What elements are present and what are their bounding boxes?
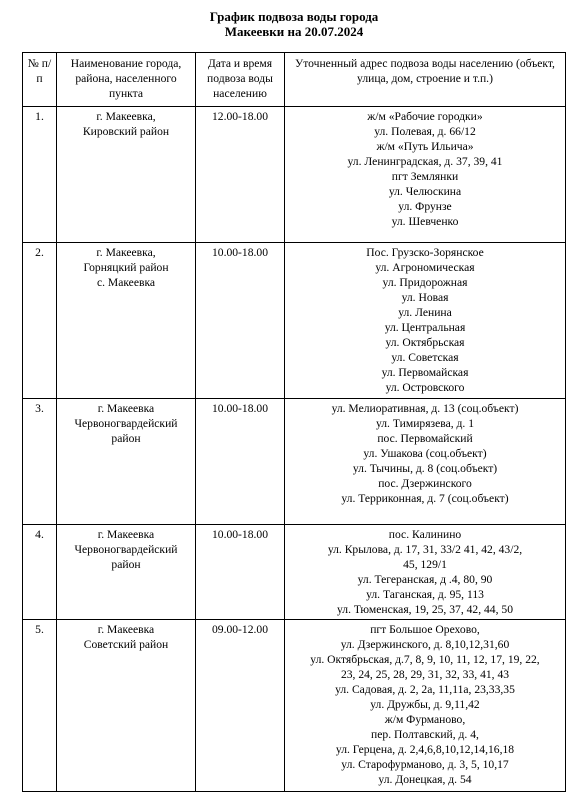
place-line: Советский район <box>83 638 169 651</box>
header-num: № п/п <box>23 53 57 107</box>
place-line: район <box>111 432 141 445</box>
row-place <box>57 243 196 399</box>
address-line: пос. Первомайский <box>377 432 473 445</box>
row-addresses <box>285 107 566 243</box>
address-line: ул. Мелиоративная, д. 13 (соц.объект) <box>331 402 519 415</box>
table-row <box>23 107 566 243</box>
address-line: ул. Старофурманово, д. 3, 5, 10,17 <box>341 758 509 771</box>
row-addresses <box>285 243 566 399</box>
address-line: пгт Землянки <box>391 170 459 183</box>
place-line: Червоногвардейский <box>74 417 178 430</box>
address-line: пос. Калинино <box>388 528 462 541</box>
address-line: ул. Ушакова (соц.объект) <box>363 447 487 460</box>
address-line: ул. Дзержинского, д. 8,10,12,31,60 <box>340 638 510 651</box>
address-line: ул. Донецкая, д. 54 <box>378 773 472 786</box>
address-line: ж/м «Путь Ильича» <box>376 140 474 153</box>
address-line: ул. Придорожная <box>382 276 468 289</box>
title-line-2: Макеевки на 20.07.2024 <box>224 24 364 39</box>
address-line: ул. Октябрьская, д.7, 8, 9, 10, 11, 12, 17, 19, 22, <box>310 653 540 666</box>
place-line: г. Макеевка <box>97 623 155 636</box>
row-time: 10.00-18.00 <box>196 525 285 620</box>
address-line: ул. Шевченко <box>391 215 459 228</box>
address-line: ул. Фрунзе <box>398 200 452 213</box>
place-line: район <box>111 558 141 571</box>
place-line: г. Макеевка <box>97 402 155 415</box>
table-header-row <box>23 53 566 107</box>
table-row <box>23 525 566 620</box>
row-number: 3. <box>23 399 57 525</box>
row-time: 10.00-18.00 <box>196 243 285 399</box>
address-line: ул. Тычины, д. 8 (соц.объект) <box>352 462 498 475</box>
address-line: ул. Тимирязева, д. 1 <box>375 417 475 430</box>
address-line: ул. Советская <box>391 351 459 364</box>
place-line: г. Макеевка <box>97 528 155 541</box>
row-addresses <box>285 620 566 792</box>
place-line: г. Макеевка, <box>96 110 156 123</box>
address-line: ул. Ленина <box>398 306 452 319</box>
row-place <box>57 399 196 525</box>
row-addresses <box>285 525 566 620</box>
title-line-1: График подвоза воды города <box>209 9 379 24</box>
address-line: пос. Дзержинского <box>378 477 472 490</box>
header-address: Уточненный адрес подвоза воды населению (объект, улица, дом, строение и т.п.) <box>285 53 566 107</box>
header-time: Дата и время подвоза воды населению <box>196 53 285 107</box>
row-number: 2. <box>23 243 57 399</box>
header-name: Наименование города, района, населенного пункта <box>57 53 196 107</box>
place-line: Горняцкий район <box>83 261 169 274</box>
row-time: 10.00-18.00 <box>196 399 285 525</box>
address-line: ул. Тюменская, 19, 25, 37, 42, 44, 50 <box>337 603 513 616</box>
address-line: ул. Островского <box>385 381 465 394</box>
address-line: ул. Новая <box>401 291 449 304</box>
address-line: ул. Челюскина <box>388 185 462 198</box>
place-line: с. Макеевка <box>96 276 156 289</box>
address-line: ул. Крылова, д. 17, 31, 33/2 41, 42, 43/2, <box>327 543 523 556</box>
table-row <box>23 620 566 792</box>
row-number: 4. <box>23 525 57 620</box>
row-time: 12.00-18.00 <box>196 107 285 243</box>
place-line: Кировский район <box>82 125 170 138</box>
address-line: ул. Таганская, д. 95, 113 <box>366 588 484 601</box>
document-title <box>0 9 588 39</box>
address-line: ж/м «Рабочие городки» <box>367 110 483 123</box>
table-row <box>23 243 566 399</box>
water-schedule-table <box>22 52 566 792</box>
address-line: ж/м Фурманово, <box>384 713 466 726</box>
address-line: ул. Центральная <box>384 321 466 334</box>
address-line: ул. Дружбы, д. 9,11,42 <box>370 698 480 711</box>
row-time: 09.00-12.00 <box>196 620 285 792</box>
address-line: ул. Агрономическая <box>375 261 475 274</box>
address-line: 45, 129/1 <box>403 558 447 571</box>
place-line: г. Макеевка, <box>96 246 156 259</box>
address-line: ул. Первомайская <box>381 366 469 379</box>
row-place <box>57 107 196 243</box>
row-place <box>57 525 196 620</box>
address-line: ул. Полевая, д. 66/12 <box>374 125 476 138</box>
row-addresses <box>285 399 566 525</box>
row-number: 1. <box>23 107 57 243</box>
address-line: 23, 24, 25, 28, 29, 31, 32, 33, 41, 43 <box>340 668 510 681</box>
address-line: пер. Полтавский, д. 4, <box>371 728 479 741</box>
address-line: ул. Октябрьская <box>385 336 465 349</box>
address-line: ул. Герцена, д. 2,4,6,8,10,12,14,16,18 <box>335 743 515 756</box>
address-line: Пос. Грузско-Зорянское <box>366 246 484 259</box>
address-line: ул. Садовая, д. 2, 2а, 11,11а, 23,33,35 <box>335 683 515 696</box>
place-line: Червоногвардейский <box>74 543 178 556</box>
address-line: пгт Большое Орехово, <box>370 623 480 636</box>
row-place <box>57 620 196 792</box>
address-line: ул. Тегеранская, д .4, 80, 90 <box>357 573 493 586</box>
table-row <box>23 399 566 525</box>
address-line: ул. Ленинградская, д. 37, 39, 41 <box>347 155 503 168</box>
address-line: ул. Терриконная, д. 7 (соц.объект) <box>341 492 509 505</box>
row-number: 5. <box>23 620 57 792</box>
